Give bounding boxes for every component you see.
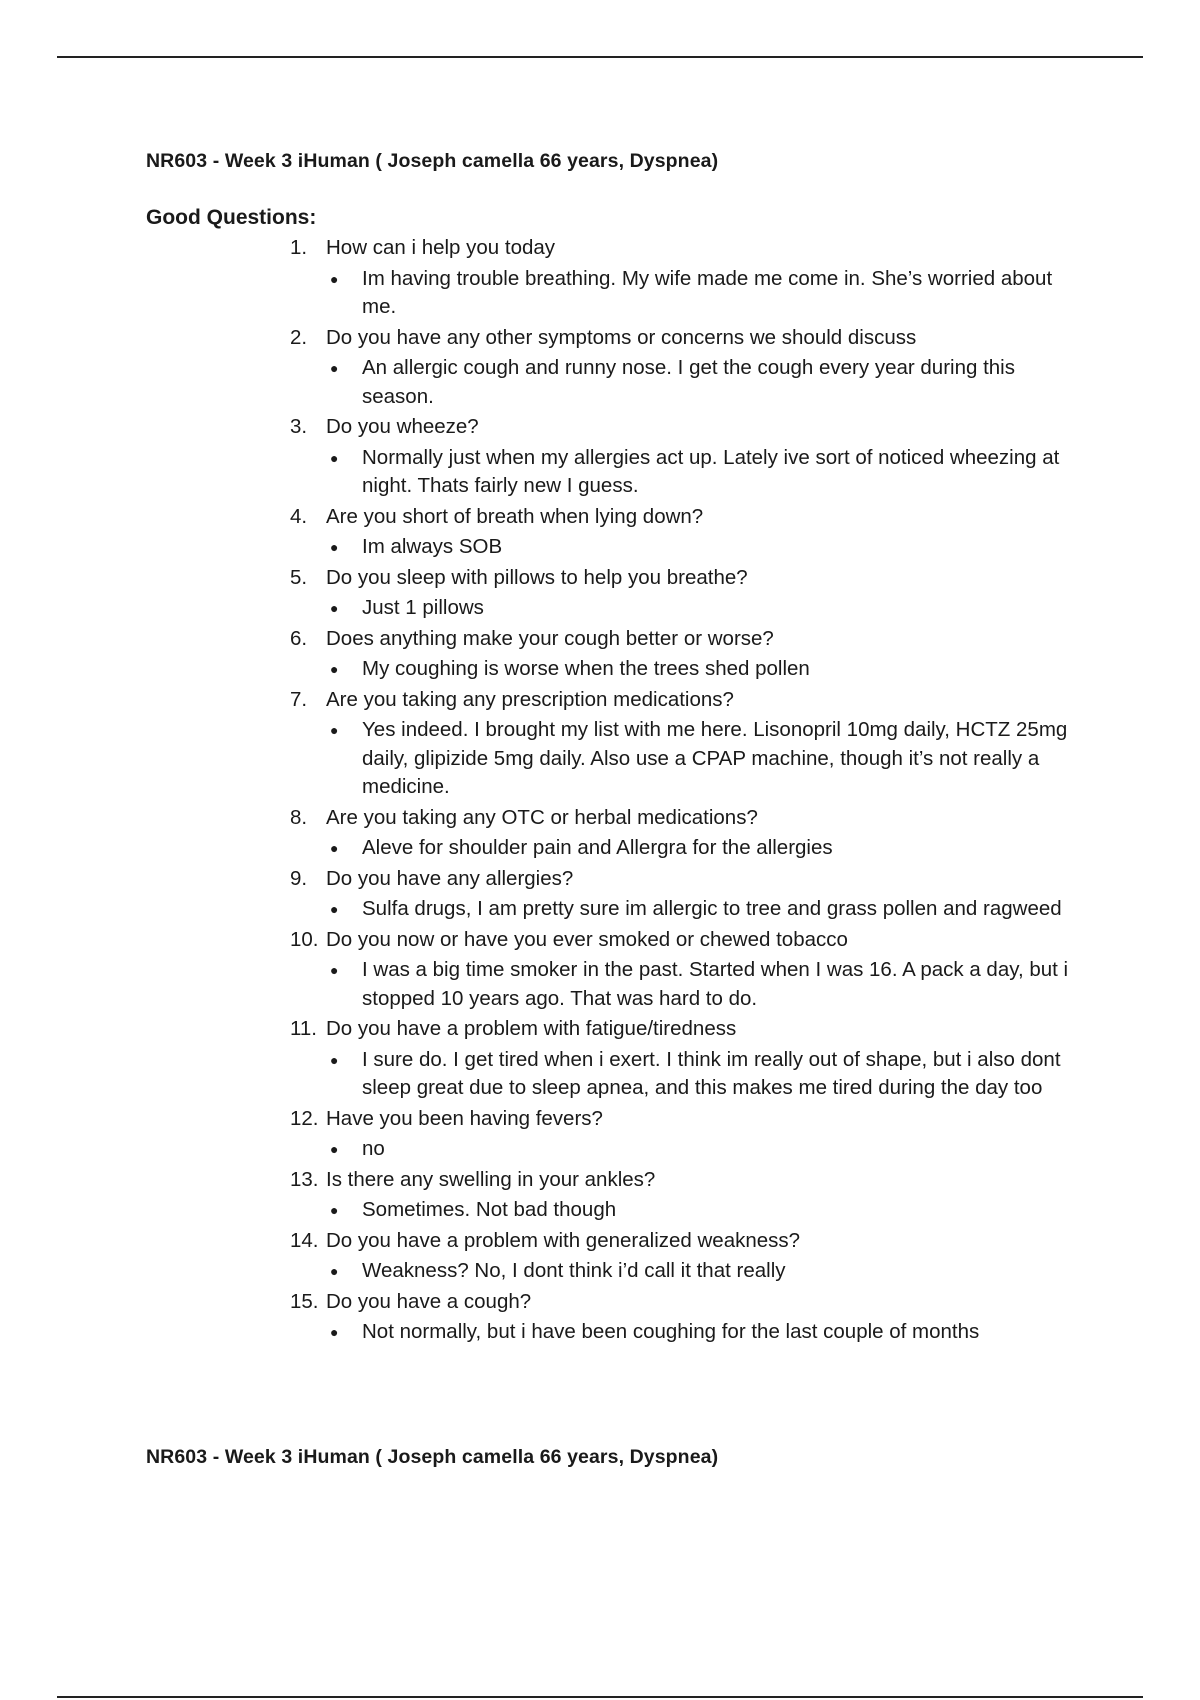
answer-text: Weakness? No, I dont think i’d call it that really — [362, 1259, 786, 1282]
question-number: 3. — [290, 415, 308, 438]
answer-row — [328, 1046, 1090, 1103]
bullet-icon: ● — [330, 360, 339, 376]
answer-text: Aleve for shoulder pain and Allergra for the allergies — [362, 836, 833, 859]
bullet-icon: ● — [330, 539, 339, 555]
question-number: 11. — [290, 1017, 317, 1040]
answer-text: Yes indeed. I brought my list with me here. Lisonopril 10mg daily, HCTZ 25mg daily, glipizide 5mg daily. Also use a CPAP machine, though it’s not really a medicine. — [362, 718, 1068, 798]
question-number: 5. — [290, 565, 308, 589]
answer-row — [328, 354, 1090, 411]
bullet-icon: ● — [330, 962, 339, 978]
answer-row — [328, 895, 1090, 924]
footer-title: NR603 - Week 3 iHuman ( Joseph camella 66 years, Dyspnea) — [146, 1446, 719, 1468]
list-item — [290, 1288, 1090, 1347]
bullet-icon: ● — [330, 661, 339, 677]
answer-text: Sometimes. Not bad though — [362, 1198, 617, 1221]
question-number: 10. — [290, 927, 319, 951]
question-text: Do you now or have you ever smoked or chewed tobacco — [326, 927, 848, 951]
question-row — [290, 625, 1090, 654]
question-row — [290, 1015, 1090, 1044]
answer-row — [328, 716, 1090, 802]
bullet-icon: ● — [330, 449, 339, 466]
answer-row — [328, 444, 1090, 501]
question-text: Is there any swelling in your ankles? — [326, 1167, 656, 1191]
list-item — [290, 1105, 1090, 1164]
answer-text: Im always SOB — [362, 535, 503, 558]
answer-text: no — [362, 1137, 385, 1160]
question-number: 7. — [290, 687, 308, 711]
list-item — [290, 1166, 1090, 1225]
answer-row — [328, 533, 1090, 562]
bullet-icon: ● — [330, 1324, 339, 1340]
question-row — [290, 413, 1090, 442]
question-row — [290, 1227, 1090, 1256]
answer-row — [328, 1318, 1090, 1347]
question-list — [290, 234, 1090, 1349]
question-text: Do you have a problem with generalized weakness? — [326, 1228, 801, 1252]
question-number: 9. — [290, 866, 308, 890]
answer-row — [328, 1196, 1090, 1225]
question-number: 2. — [290, 325, 308, 349]
list-item — [290, 324, 1090, 412]
list-item — [290, 503, 1090, 562]
list-item — [290, 413, 1090, 501]
section-heading: Good Questions: — [146, 206, 317, 229]
question-number: 1. — [290, 236, 308, 259]
question-row — [290, 686, 1090, 715]
question-row — [290, 804, 1090, 833]
question-text: Does anything make your cough better or worse? — [326, 626, 774, 650]
list-item — [290, 865, 1090, 924]
answer-text: My coughing is worse when the trees shed pollen — [362, 657, 810, 680]
list-item — [290, 926, 1090, 1014]
answer-row — [328, 655, 1090, 684]
question-text: Are you taking any prescription medications? — [326, 687, 734, 711]
answer-row — [328, 594, 1090, 623]
bullet-icon: ● — [330, 600, 339, 616]
answer-text: Sulfa drugs, I am pretty sure im allergic to tree and grass pollen and ragweed — [362, 897, 1062, 920]
answer-text: I sure do. I get tired when i exert. I think im really out of shape, but i also dont sleep great due to sleep apnea, and this makes me tired during the day too — [362, 1047, 1061, 1099]
question-number: 14. — [290, 1228, 319, 1252]
question-row — [290, 1166, 1090, 1195]
question-number: 12. — [290, 1106, 319, 1130]
question-row — [290, 234, 1090, 263]
bullet-icon: ● — [330, 1141, 339, 1157]
question-text: Do you have any allergies? — [326, 866, 574, 890]
bottom-divider — [57, 1696, 1143, 1698]
list-item — [290, 234, 1090, 322]
question-text: Are you short of breath when lying down? — [326, 504, 704, 528]
answer-text: Normally just when my allergies act up. Lately ive sort of noticed wheezing at night. Thats fairly new I guess. — [362, 445, 1060, 497]
list-item — [290, 686, 1090, 802]
question-row — [290, 865, 1090, 894]
question-row — [290, 1105, 1090, 1134]
question-text: Do you wheeze? — [326, 415, 479, 438]
question-row — [290, 564, 1090, 593]
question-text: Do you sleep with pillows to help you breathe? — [326, 565, 748, 589]
top-divider — [57, 56, 1143, 58]
answer-row — [328, 1135, 1090, 1164]
question-text: Are you taking any OTC or herbal medications? — [326, 805, 758, 829]
question-row — [290, 926, 1090, 955]
answer-row — [328, 265, 1090, 322]
list-item — [290, 564, 1090, 623]
question-number: 4. — [290, 504, 308, 528]
question-number: 13. — [290, 1167, 319, 1191]
answer-text: I was a big time smoker in the past. Started when I was 16. A pack a day, but i stopped 10 years ago. That was hard to do. — [362, 958, 1069, 1010]
answer-text: An allergic cough and runny nose. I get the cough every year during this season. — [362, 356, 1015, 408]
list-item — [290, 804, 1090, 863]
answer-text: Not normally, but i have been coughing for the last couple of months — [362, 1320, 980, 1343]
question-text: Have you been having fevers? — [326, 1106, 603, 1130]
question-number: 8. — [290, 805, 308, 829]
bullet-icon: ● — [330, 1202, 339, 1218]
bullet-icon: ● — [330, 901, 339, 917]
answer-row — [328, 956, 1090, 1013]
question-row — [290, 1288, 1090, 1317]
list-item — [290, 625, 1090, 684]
list-item — [290, 1227, 1090, 1286]
answer-row — [328, 834, 1090, 863]
answer-text: Just 1 pillows — [362, 596, 484, 619]
bullet-icon: ● — [330, 1051, 339, 1068]
question-text: How can i help you today — [326, 236, 556, 259]
list-item — [290, 1015, 1090, 1103]
bullet-icon: ● — [330, 1263, 339, 1279]
question-row — [290, 324, 1090, 353]
question-text: Do you have a problem with fatigue/tiredness — [326, 1017, 737, 1040]
question-number: 15. — [290, 1289, 319, 1313]
answer-text: Im having trouble breathing. My wife made me come in. She’s worried about me. — [362, 266, 1053, 318]
question-text: Do you have any other symptoms or concerns we should discuss — [326, 325, 917, 349]
bullet-icon: ● — [330, 270, 339, 287]
answer-row — [328, 1257, 1090, 1286]
question-text: Do you have a cough? — [326, 1289, 532, 1313]
question-row — [290, 503, 1090, 532]
question-number: 6. — [290, 626, 308, 650]
bullet-icon: ● — [330, 840, 339, 856]
bullet-icon: ● — [330, 722, 339, 738]
document-title: NR603 - Week 3 iHuman ( Joseph camella 66 years, Dyspnea) — [146, 150, 719, 172]
